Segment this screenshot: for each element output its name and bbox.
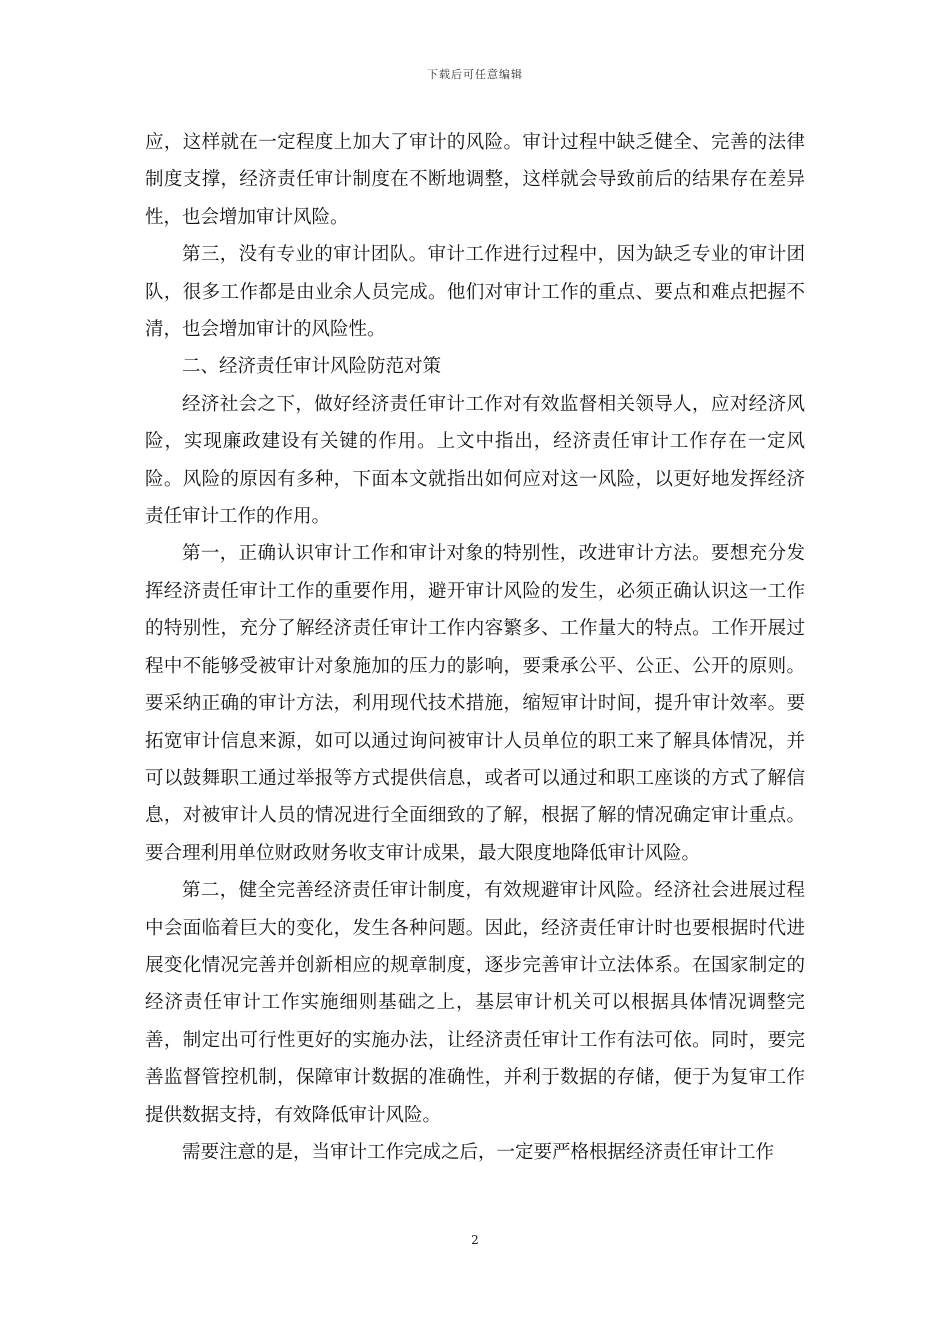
page-number: 2 (471, 1233, 479, 1247)
paragraph-first-measure: 第一，正确认识审计工作和审计对象的特别性，改进审计方法。要想充分发挥经济责任审计工作的重要作用，避开审计风险的发生，必须正确认识这一工作的特别性，充分了解经济责任审计工作内容繁多、工作量大的特点。工作开展过程中不能够受被审计对象施加的压力的影响，要秉承公平、公正、公开的原则。要采纳正确的审计方法，利用现代技术措施，缩短审计时间，提升审计效率。要拓宽审计信息来源，如可以通过询问被审计人员单位的职工来了解具体情况，并可以鼓舞职工通过举报等方式提供信息，或者可以通过和职工座谈的方式了解信息，对被审计人员的情况进行全面细致的了解，根据了解的情况确定审计重点。要合理利用单位财政财务收支审计成果，最大限度地降低审计风险。 (145, 543, 805, 864)
paragraph-continued: 应，这样就在一定程度上加大了审计的风险。审计过程中缺乏健全、完善的法律制度支撑，经济责任审计制度在不断地调整，这样就会导致前后的结果存在差异性，也会增加审计风险。 (145, 132, 805, 228)
paragraph-second-measure: 第二，健全完善经济责任审计制度，有效规避审计风险。经济社会进展过程中会面临着巨大的变化，发生各种问题。因此，经济责任审计时也要根据时代进展变化情况完善并创新相应的规章制度，逐步完善审计立法体系。在国家制定的经济责任审计工作实施细则基础之上，基层审计机关可以根据具体情况调整完善，制定出可行性更好的实施办法，让经济责任审计工作有法可依。同时，要完善监督管控机制，保障审计数据的准确性，并利于数据的存储，便于为复审工作提供数据支持，有效降低审计风险。 (145, 880, 805, 1126)
document-body (145, 124, 805, 1171)
paragraph-note: 需要注意的是，当审计工作完成之后，一定要严格根据经济责任审计工作 (182, 1141, 775, 1163)
section-heading: 二、经济责任审计风险防范对策 (182, 356, 442, 378)
paragraph-third-point: 第三，没有专业的审计团队。审计工作进行过程中，因为缺乏专业的审计团队，很多工作都是由业余人员完成。他们对审计工作的重点、要点和难点把握不清，也会增加审计的风险性。 (145, 244, 805, 341)
paragraph-intro: 经济社会之下，做好经济责任审计工作对有效监督相关领导人，应对经济风险，实现廉政建设有关键的作用。上文中指出，经济责任审计工作存在一定风险。风险的原因有多种，下面本文就指出如何应对这一风险，以更好地发挥经济责任审计工作的作用。 (145, 393, 805, 528)
page-header: 下载后可任意编辑 (427, 68, 523, 81)
